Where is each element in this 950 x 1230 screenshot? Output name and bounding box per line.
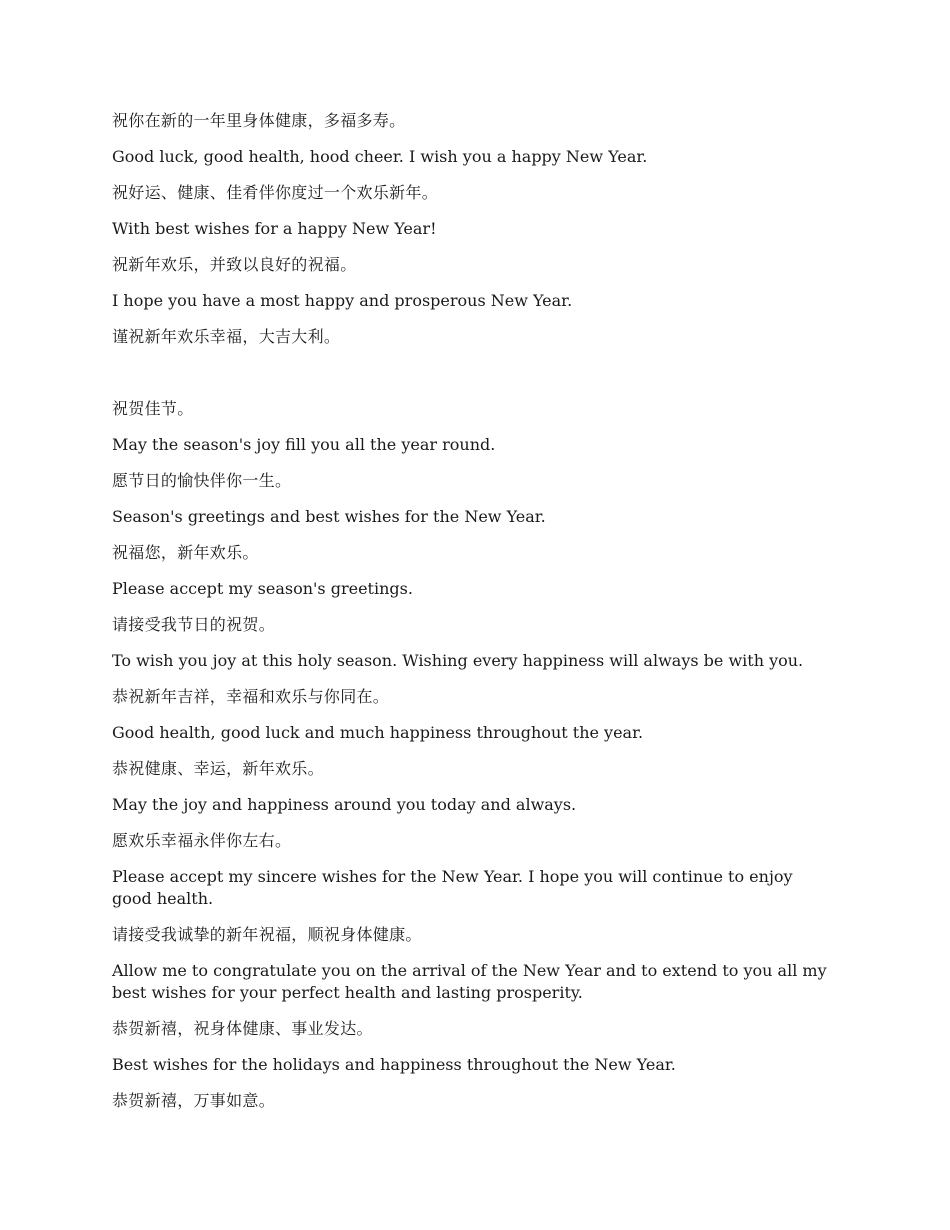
greeting-line-zh: 祝新年欢乐，并致以良好的祝福。 <box>112 255 357 274</box>
greeting-line-zh: 请接受我节日的祝贺。 <box>112 615 276 634</box>
greeting-line-en: Season's greetings and best wishes for the New Year. <box>112 507 546 526</box>
greeting-line-en: Please accept my season's greetings. <box>112 579 413 598</box>
greeting-line-zh: 愿欢乐幸福永伴你左右。 <box>112 831 292 850</box>
greeting-line-zh: 愿节日的愉快伴你一生。 <box>112 471 292 490</box>
greeting-line-en: May the joy and happiness around you today and always. <box>112 795 577 814</box>
greeting-line-en: To wish you joy at this holy season. Wishing every happiness will always be with you. <box>112 651 804 670</box>
greeting-line-zh: 恭祝健康、幸运，新年欢乐。 <box>112 759 324 778</box>
greeting-line-en: Good health, good luck and much happiness throughout the year. <box>112 723 644 742</box>
greeting-line-en: Allow me to congratulate you on the arrival of the New Year and to extend to you all my best wishes for your perfect health and lasting prosperity. <box>112 961 827 1002</box>
document-body <box>112 110 832 1126</box>
greeting-line-zh: 祝贺佳节。 <box>112 399 194 418</box>
greeting-line-en: I hope you have a most happy and prosperous New Year. <box>112 291 573 310</box>
greeting-line-zh: 祝福您，新年欢乐。 <box>112 543 259 562</box>
greeting-line-zh: 恭祝新年吉祥，幸福和欢乐与你同在。 <box>112 687 390 706</box>
greeting-line-en: Good luck, good health, hood cheer. I wish you a happy New Year. <box>112 147 648 166</box>
section-spacer <box>112 362 832 398</box>
greeting-line-zh: 恭贺新禧，万事如意。 <box>112 1091 276 1110</box>
greeting-line-en: Please accept my sincere wishes for the New Year. I hope you will continue to enjoy good health. <box>112 867 793 908</box>
greeting-line-zh: 恭贺新禧，祝身体健康、事业发达。 <box>112 1019 373 1038</box>
greeting-line-zh: 祝好运、健康、佳肴伴你度过一个欢乐新年。 <box>112 183 439 202</box>
greeting-line-zh: 祝你在新的一年里身体健康，多福多寿。 <box>112 111 406 130</box>
greeting-line-zh: 请接受我诚挚的新年祝福，顺祝身体健康。 <box>112 925 422 944</box>
greeting-line-en: With best wishes for a happy New Year! <box>112 219 437 238</box>
greeting-line-en: May the season's joy fill you all the year round. <box>112 435 496 454</box>
greeting-line-en: Best wishes for the holidays and happiness throughout the New Year. <box>112 1055 676 1074</box>
greeting-line-zh: 谨祝新年欢乐幸福，大吉大利。 <box>112 327 341 346</box>
